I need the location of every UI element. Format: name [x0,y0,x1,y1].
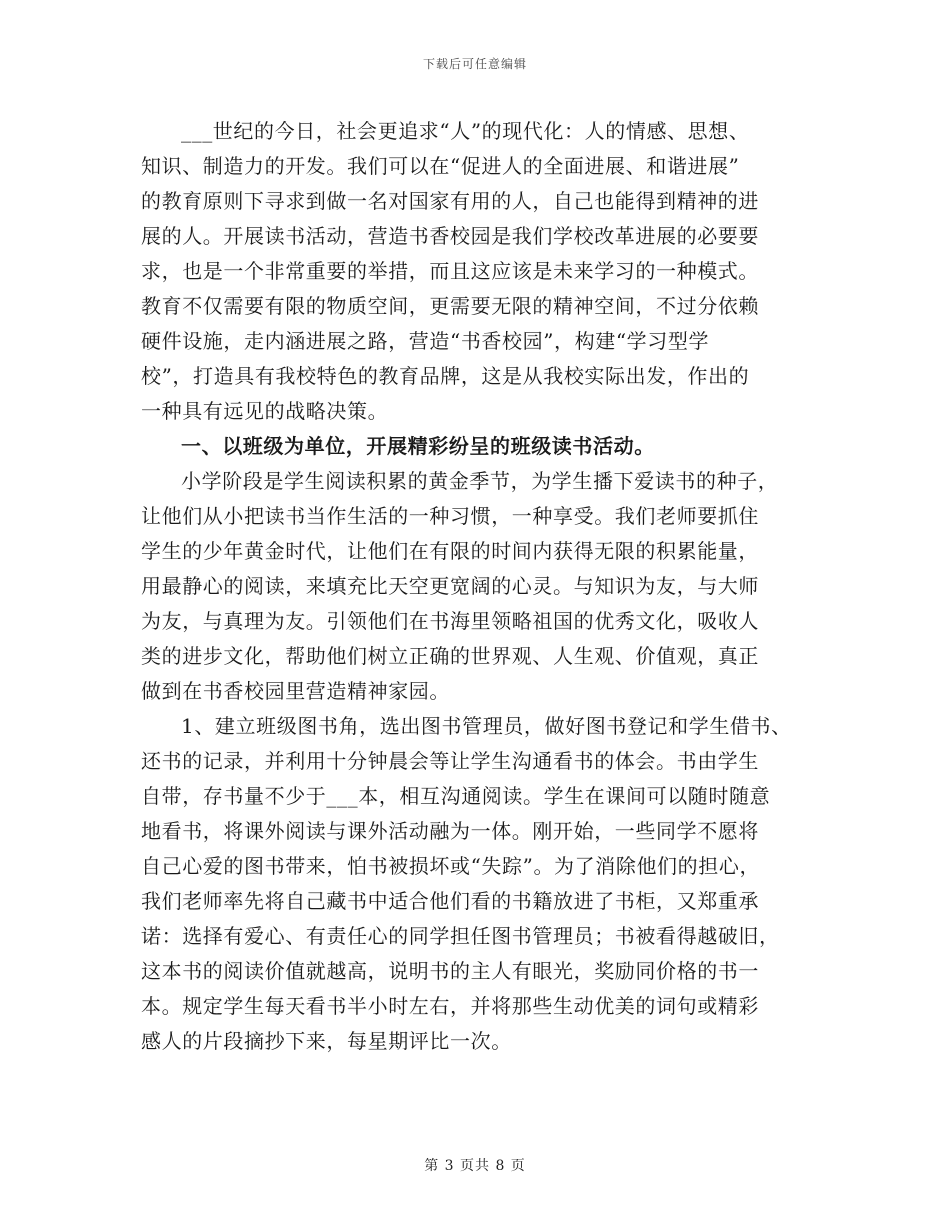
text-line: 自带，存书量不少于___本，相互沟通阅读。学生在课间可以随时随意 [141,784,771,808]
text-line: 用最静心的阅读，来填充比天空更宽阔的心灵。与知识为友，与大师 [141,574,759,598]
text-line: ___世纪的今日，社会更追求“人”的现代化：人的情感、思想、 [181,119,750,143]
text-line: 1、建立班级图书角，选出图书管理员，做好图书登记和学生借书、 [181,714,792,738]
text-line: 让他们从小把读书当作生活的一种习惯，一种享受。我们老师要抓住 [141,504,759,528]
text-line: 一种具有远见的战略决策。 [141,399,389,423]
text-line: 自己心爱的图书带来，怕书被损坏或“失踪”。为了消除他们的担心， [141,854,761,878]
text-line: 做到在书香校园里营造精神家园。 [141,679,450,703]
text-line: 这本书的阅读价值就越高，说明书的主人有眼光，奖励同价格的书一 [141,959,759,983]
text-line: 为友，与真理为友。引领他们在书海里领略祖国的优秀文化，吸收人 [141,609,759,633]
document-body [141,114,831,1059]
text-line: 感人的片段摘抄下来，每星期评比一次。 [141,1029,512,1053]
page-footer: 第 3 页共 8 页 [424,1158,526,1174]
text-line: 还书的记录，并利用十分钟晨会等让学生沟通看书的体会。书由学生 [141,749,759,773]
text-line: 求，也是一个非常重要的举措，而且这应该是未来学习的一种模式。 [141,259,759,283]
section-heading: 一、以班级为单位，开展精彩纷呈的班级读书活动。 [181,434,655,458]
text-line: 教育不仅需要有限的物质空间，更需要无限的精神空间，不过分依赖 [141,294,759,318]
text-line: 小学阶段是学生阅读积累的黄金季节，为学生播下爱读书的种子， [181,469,779,493]
page-header: 下载后可任意编辑 [422,57,527,71]
text-line: 的教育原则下寻求到做一名对国家有用的人，自己也能得到精神的进 [141,189,759,213]
text-line: 类的进步文化，帮助他们树立正确的世界观、人生观、价值观，真正 [141,644,759,668]
text-line: 知识、制造力的开发。我们可以在“促进人的全面进展、和谐进展” [141,154,740,178]
text-line: 展的人。开展读书活动，营造书香校园是我们学校改革进展的必要要 [141,224,759,248]
text-line: 我们老师率先将自己藏书中适合他们看的书籍放进了书柜，又郑重承 [141,889,759,913]
text-line: 校”，打造具有我校特色的教育品牌，这是从我校实际出发，作出的 [141,364,750,388]
text-line: 硬件设施，走内涵进展之路，营造“书香校园”，构建“学习型学 [141,329,710,353]
text-line: 本。规定学生每天看书半小时左右，并将那些生动优美的词句或精彩 [141,994,759,1018]
text-line: 诺：选择有爱心、有责任心的同学担任图书管理员；书被看得越破旧， [141,924,780,948]
text-line: 学生的少年黄金时代，让他们在有限的时间内获得无限的积累能量， [141,539,759,563]
text-line: 地看书，将课外阅读与课外活动融为一体。刚开始，一些同学不愿将 [141,819,759,843]
